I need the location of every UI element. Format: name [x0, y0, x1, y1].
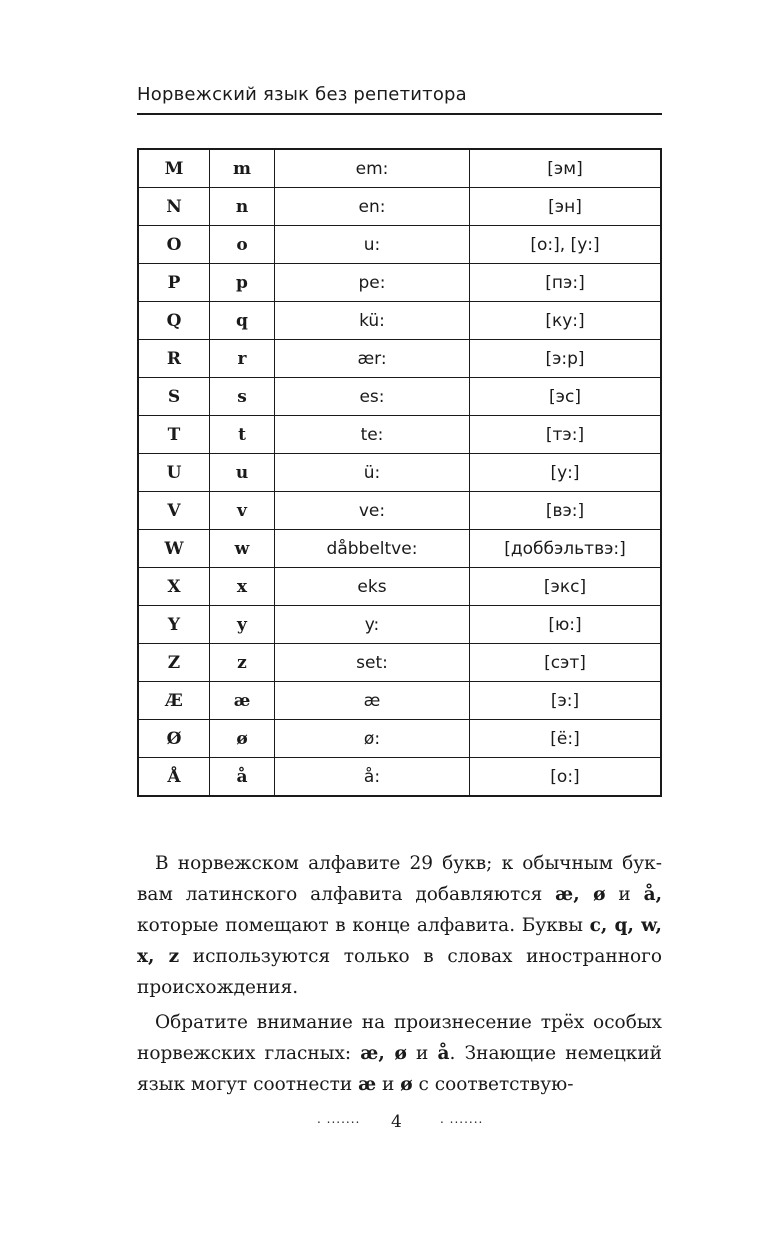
table-row — [138, 264, 661, 302]
letter-name: en: — [275, 188, 470, 226]
footer-ornament-left: . ....... — [317, 1112, 361, 1126]
letter-pronunciation: [доббэльтвэ:] — [470, 530, 662, 568]
letter-uppercase: X — [138, 568, 210, 606]
table-row — [138, 188, 661, 226]
letter-name: ø: — [275, 720, 470, 758]
bold-text: c, q, w, x, z — [137, 915, 662, 967]
letter-name: kü: — [275, 302, 470, 340]
letter-lowercase: q — [210, 302, 275, 340]
table-row — [138, 416, 661, 454]
text-run: и — [605, 884, 644, 905]
letter-pronunciation: [сэт] — [470, 644, 662, 682]
letter-uppercase: S — [138, 378, 210, 416]
letter-name: set: — [275, 644, 470, 682]
letter-uppercase: M — [138, 149, 210, 188]
page-number: 4 — [391, 1112, 402, 1132]
letter-lowercase: u — [210, 454, 275, 492]
letter-uppercase: T — [138, 416, 210, 454]
letter-pronunciation: [пэ:] — [470, 264, 662, 302]
bold-text: æ — [358, 1074, 377, 1095]
bold-text: æ, ø — [555, 884, 606, 905]
letter-name: y: — [275, 606, 470, 644]
letter-pronunciation: [ю:] — [470, 606, 662, 644]
letter-uppercase: N — [138, 188, 210, 226]
text-run: . Знающие немецкий язык могут соотнести — [137, 1043, 662, 1095]
paragraph — [137, 1007, 662, 1100]
table-row — [138, 378, 661, 416]
letter-lowercase: y — [210, 606, 275, 644]
letter-pronunciation: [ё:] — [470, 720, 662, 758]
paragraph — [137, 848, 662, 1003]
alphabet-table — [137, 148, 662, 797]
letter-uppercase: R — [138, 340, 210, 378]
text-run: которые помещают в конце алфавита. Буквы — [137, 915, 590, 936]
letter-name: ær: — [275, 340, 470, 378]
table-row — [138, 340, 661, 378]
letter-uppercase: O — [138, 226, 210, 264]
letter-uppercase: V — [138, 492, 210, 530]
letter-lowercase: r — [210, 340, 275, 378]
bold-text: ø — [400, 1074, 413, 1095]
letter-lowercase: t — [210, 416, 275, 454]
table-row — [138, 492, 661, 530]
letter-lowercase: æ — [210, 682, 275, 720]
letter-lowercase: m — [210, 149, 275, 188]
letter-uppercase: Å — [138, 758, 210, 797]
bold-text: æ, ø — [360, 1043, 407, 1064]
page-footer — [137, 1112, 662, 1136]
text-run: и — [376, 1074, 401, 1095]
letter-lowercase: å — [210, 758, 275, 797]
table-row — [138, 720, 661, 758]
letter-uppercase: Y — [138, 606, 210, 644]
letter-pronunciation: [эн] — [470, 188, 662, 226]
letter-name: dåbbeltve: — [275, 530, 470, 568]
table-row — [138, 226, 661, 264]
table-row — [138, 149, 661, 188]
letter-pronunciation: [экс] — [470, 568, 662, 606]
letter-pronunciation: [тэ:] — [470, 416, 662, 454]
letter-pronunciation: [о:], [у:] — [470, 226, 662, 264]
letter-name: pe: — [275, 264, 470, 302]
letter-name: em: — [275, 149, 470, 188]
text-run: и — [406, 1043, 438, 1064]
letter-pronunciation: [э:] — [470, 682, 662, 720]
letter-lowercase: o — [210, 226, 275, 264]
letter-pronunciation: [о:] — [470, 758, 662, 797]
letter-uppercase: Æ — [138, 682, 210, 720]
text-run: используются только в словах иностранного происхождения. — [137, 946, 662, 998]
letter-lowercase: z — [210, 644, 275, 682]
letter-name: te: — [275, 416, 470, 454]
letter-name: å: — [275, 758, 470, 797]
table-row — [138, 758, 661, 797]
header-rule — [137, 113, 662, 115]
letter-lowercase: s — [210, 378, 275, 416]
table-row — [138, 530, 661, 568]
letter-pronunciation: [вэ:] — [470, 492, 662, 530]
table-row — [138, 454, 661, 492]
letter-lowercase: v — [210, 492, 275, 530]
body-text — [137, 848, 662, 1100]
letter-name: ve: — [275, 492, 470, 530]
text-run: с соответствую- — [412, 1074, 574, 1095]
letter-lowercase: n — [210, 188, 275, 226]
letter-pronunciation: [э:р] — [470, 340, 662, 378]
table-row — [138, 644, 661, 682]
letter-name: ü: — [275, 454, 470, 492]
bold-text: å, — [643, 884, 663, 905]
letter-pronunciation: [эм] — [470, 149, 662, 188]
table-row — [138, 302, 661, 340]
letter-uppercase: Q — [138, 302, 210, 340]
running-header: Норвежский язык без репетитора — [137, 84, 467, 105]
letter-uppercase: W — [138, 530, 210, 568]
letter-name: u: — [275, 226, 470, 264]
letter-pronunciation: [ку:] — [470, 302, 662, 340]
letter-uppercase: Ø — [138, 720, 210, 758]
table-row — [138, 606, 661, 644]
letter-uppercase: U — [138, 454, 210, 492]
footer-ornament-right: . ....... — [440, 1112, 484, 1126]
letter-name: æ — [275, 682, 470, 720]
letter-lowercase: x — [210, 568, 275, 606]
letter-name: es: — [275, 378, 470, 416]
letter-lowercase: ø — [210, 720, 275, 758]
letter-pronunciation: [у:] — [470, 454, 662, 492]
letter-uppercase: Z — [138, 644, 210, 682]
letter-pronunciation: [эс] — [470, 378, 662, 416]
letter-uppercase: P — [138, 264, 210, 302]
letter-lowercase: w — [210, 530, 275, 568]
text-run: Обратите внимание на произнесение трёх особых норвежских гласных: — [137, 1012, 662, 1064]
letter-lowercase: p — [210, 264, 275, 302]
letter-name: eks — [275, 568, 470, 606]
table-row — [138, 682, 661, 720]
bold-text: å — [437, 1043, 450, 1064]
text-run: В норвежском алфавите 29 букв; к обычным буквам латинского алфавита добавляются — [137, 853, 662, 905]
table-row — [138, 568, 661, 606]
